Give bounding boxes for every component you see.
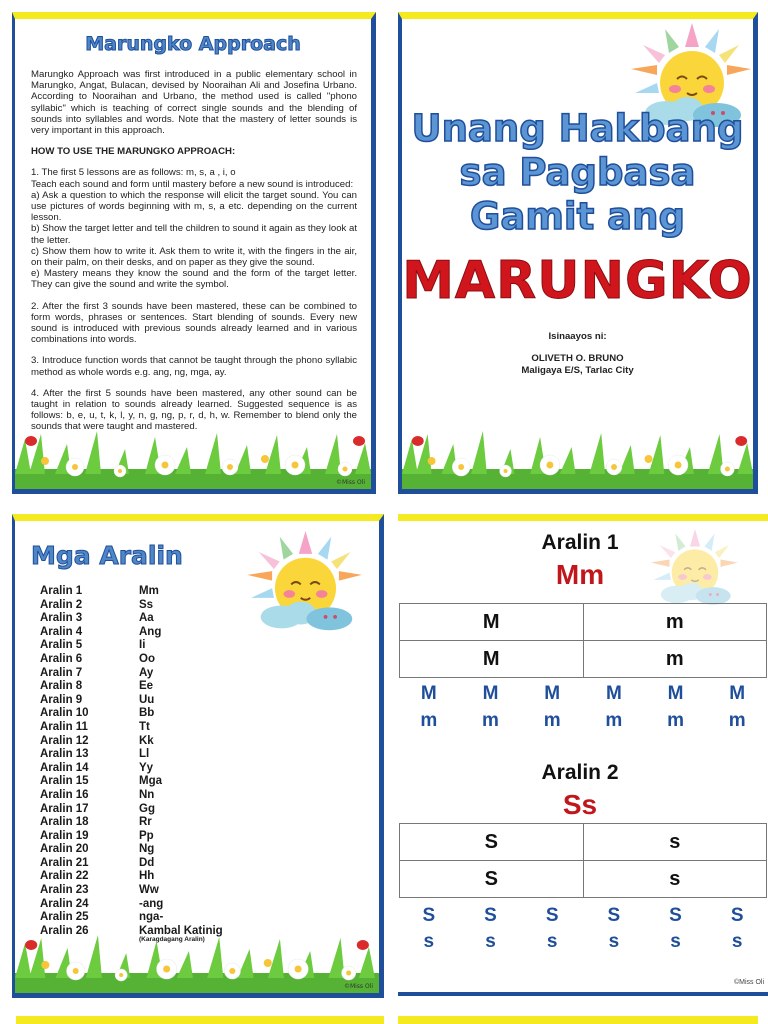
lesson-letters: Ll (139, 748, 150, 761)
lesson-letters: Uu (139, 693, 155, 706)
approach-text (31, 69, 357, 443)
lesson-list-item (40, 789, 223, 803)
lesson-number: Aralin 10 (40, 707, 89, 720)
practice-letter: M (420, 683, 437, 704)
lesson-number: Aralin 7 (40, 666, 83, 679)
lesson-list-page (12, 514, 384, 998)
lesson-list-item (40, 803, 223, 817)
practice-letter: S (669, 905, 682, 926)
lesson-list (40, 585, 223, 943)
next-page-edge (398, 1016, 758, 1024)
cover-page (398, 12, 758, 494)
lesson-1-lowercase-row (398, 710, 768, 732)
lesson-list-item (40, 707, 223, 721)
lesson-letters: Hh (139, 870, 155, 883)
lesson-number: Aralin 22 (40, 870, 89, 883)
table-cell: m (583, 604, 767, 641)
cover-title-line-2: sa Pagbasa (459, 151, 696, 194)
lesson-list-item (40, 680, 223, 694)
lesson-letters: Kambal Katinig (139, 924, 223, 937)
practice-letter: m (482, 710, 499, 731)
sun-illustration (243, 531, 368, 636)
lesson-list-item (40, 626, 223, 640)
lesson-number: Aralin 3 (40, 612, 83, 625)
lesson-number: Aralin 12 (40, 734, 89, 747)
lesson-list-item (40, 762, 223, 776)
practice-letter: m (728, 710, 746, 731)
lesson-letters: Rr (139, 816, 152, 829)
practice-letter: S (730, 905, 744, 926)
lesson-list-item (40, 748, 223, 762)
lesson-letters: Ee (139, 680, 154, 693)
lesson-letters: Yy (139, 761, 154, 774)
lesson-list-item (40, 884, 223, 898)
lesson-list-item (40, 721, 223, 735)
practice-letter: S (422, 905, 436, 926)
lesson-list-item (40, 585, 223, 599)
lesson-letters: Mga (139, 775, 162, 788)
lesson-number: Aralin 14 (40, 761, 89, 774)
practice-letter: m (543, 710, 561, 731)
lesson-list-item (40, 639, 223, 653)
lesson-number: Aralin 9 (40, 693, 83, 706)
lesson-list-item (40, 599, 223, 613)
next-page-edge (16, 1016, 384, 1024)
lesson-list-item (40, 870, 223, 884)
step-1-e: e) Mastery means they know the sound and the form of the target letter. They can give the sound and write the symbol. (31, 268, 357, 291)
table-cell: M (400, 604, 584, 641)
lesson-list-item (40, 911, 223, 925)
lesson-number: Aralin 4 (40, 625, 83, 638)
lesson-list-item (40, 898, 223, 912)
lesson-2-table (399, 823, 767, 898)
prepared-by-label: Isinaayos ni: (548, 331, 607, 342)
practice-letter: S (484, 905, 497, 926)
meadow-illustration (15, 429, 375, 489)
lesson-letters: Aa (139, 612, 154, 625)
step-1-a: a) Ask a question to which the response will elicit the target sound. You can use pictures of words beginning with m, s, a etc. depending on the current lesson. (31, 189, 357, 224)
lesson-list-item (40, 612, 223, 626)
table-cell: S (400, 861, 584, 898)
step-1-c: c) Show them how to write it. Ask them to write it, with the fingers in the air, on their palm, on their desks, and on paper as they give the sound. (31, 245, 357, 269)
practice-letter: m (420, 710, 438, 731)
practice-letter: s (423, 931, 435, 952)
practice-letter: S (545, 905, 559, 926)
table-cell: s (583, 861, 767, 898)
practice-letter: M (667, 683, 684, 704)
marungko-heading: MARUNGKO (402, 251, 753, 311)
lesson-number: Aralin 2 (40, 598, 83, 611)
lesson-number: Aralin 20 (40, 843, 89, 856)
practice-letter: m (605, 710, 623, 731)
cover-title-line-3: Gamit ang (470, 195, 685, 238)
lesson-2-heading: Aralin 2 (541, 761, 619, 784)
lesson-letters: Bb (139, 707, 155, 720)
lesson-letters: Ww (139, 884, 159, 897)
practice-letter: m (667, 710, 684, 731)
table-cell: M (400, 641, 584, 678)
lesson-number: Aralin 16 (40, 788, 89, 801)
practice-letter: s (485, 931, 496, 952)
author-name: OLIVETH O. BRUNO (531, 353, 624, 364)
lesson-list-item (40, 653, 223, 667)
practice-letter: M (729, 683, 746, 704)
practice-letter: M (605, 683, 622, 704)
lesson-list-item (40, 857, 223, 871)
lesson-letters: -ang (139, 897, 164, 910)
table-row (400, 824, 767, 861)
lesson-number: Aralin 13 (40, 748, 89, 761)
lesson-number: Aralin 26 (40, 924, 89, 937)
intro-paragraph: Marungko Approach was first introduced in a public elementary school in Marungko, Angat, Bulacan, devised by Nooraihan Ali and Josefina Urbano. According to Nooraihan and Urbano, the method used is called "phono syllabic" which is teaching of correct single sounds and the blending of sounds into syllables and words. Note that the mastery of letter sounds is very important in this approach. (31, 69, 357, 137)
lesson-list-item (40, 775, 223, 789)
step-2: 2. After the first 3 sounds have been mastered, these can be combined to form words, phrases or sentences. Start blending of sounds. Every new sound is introduced with previous sounds already learned and in various combinations into words. (31, 300, 357, 346)
lesson-number: Aralin 11 (40, 720, 88, 733)
step-1-intro: Teach each sound and form until mastery before a new sound is introduced: (31, 178, 354, 190)
lesson-letters: Oo (139, 652, 155, 665)
lesson-1-uppercase-row (398, 683, 768, 705)
practice-letter: M (544, 683, 561, 704)
lesson-letters: Kk (139, 734, 154, 747)
lesson-1-letters: Mm (555, 559, 605, 590)
lesson-letters: Ang (139, 625, 162, 638)
lesson-note: (Karagdagang Aralin) (139, 936, 205, 944)
practice-letter: s (731, 931, 743, 952)
lesson-number: Aralin 5 (40, 639, 83, 652)
lesson-list-item (40, 667, 223, 681)
lesson-letters: Gg (139, 802, 155, 815)
lesson-letters: Ay (139, 666, 154, 679)
how-to-heading: HOW TO USE THE MARUNGKO APPROACH: (31, 146, 236, 158)
lesson-number: Aralin 21 (40, 856, 89, 869)
lesson-letters: Pp (139, 829, 154, 842)
table-cell: s (583, 824, 767, 861)
lesson-list-item (40, 694, 223, 708)
table-row (400, 641, 767, 678)
practice-letter: s (546, 931, 558, 952)
table-cell: S (400, 824, 584, 861)
practice-letter: S (607, 905, 621, 926)
credit: ©Miss Oli (733, 979, 764, 986)
lesson-number: Aralin 24 (40, 897, 89, 910)
lesson-number: Aralin 8 (40, 680, 83, 693)
lesson-number: Aralin 19 (40, 829, 89, 842)
credit: ©Miss Oli (343, 983, 373, 990)
lesson-1-table (399, 603, 767, 678)
lesson-list-item (40, 843, 223, 857)
step-3: 3. Introduce function words that cannot be taught through the phono syllabic method as whole words e.g. ang, ng, mga, ay. (31, 355, 357, 378)
lesson-number: Aralin 17 (40, 802, 89, 815)
lesson-number: Aralin 23 (40, 884, 89, 897)
lesson-letters: Nn (139, 788, 155, 801)
practice-letter: M (482, 683, 499, 704)
lesson-letters: Ng (139, 843, 155, 856)
page-title: Marungko Approach (85, 33, 301, 55)
cover-title (402, 107, 753, 239)
lesson-letters: Ii (139, 639, 146, 652)
table-row (400, 861, 767, 898)
lesson-letters: Dd (139, 856, 155, 869)
lesson-number: Aralin 15 (40, 775, 89, 788)
credit: ©Miss Oli (335, 479, 365, 486)
lesson-letters: Tt (139, 720, 150, 733)
lesson-2-lowercase-row (398, 931, 768, 953)
table-cell: m (583, 641, 767, 678)
practice-letter: s (670, 931, 681, 952)
step-4: 4. After the first 5 sounds have been mastered, any other sound can be taught in relation to sounds already learned. Suggested sequence is as follows: b, e, u, t, k, l, y, n, g, ng, p, r, d, h, w. Remember to blend only the sounds that were taught and mastered. (31, 387, 357, 433)
lesson-list-item (40, 830, 223, 844)
marungko-approach-page (12, 12, 376, 494)
lesson-number: Aralin 25 (40, 911, 89, 924)
lesson-list-item (40, 735, 223, 749)
lesson-letters: Mm (139, 585, 159, 597)
cover-title-line-1: Unang Hakbang (411, 107, 744, 150)
practice-letter: s (608, 931, 620, 952)
school-name: Maligaya E/S, Tarlac City (521, 365, 634, 376)
lesson-2-uppercase-row (398, 905, 768, 927)
lesson-number: Aralin 1 (40, 585, 83, 597)
step-1: 1. The first 5 lessons are as follows: m, s, a , i, o (31, 167, 236, 179)
lesson-number: Aralin 6 (40, 652, 83, 665)
step-1-b: b) Show the target letter and tell the children to sound it again as they look at the letter. (31, 223, 357, 246)
lesson-number: Aralin 18 (40, 816, 89, 829)
lesson-1-heading: Aralin 1 (541, 531, 619, 554)
meadow-illustration (402, 429, 757, 489)
lesson-letters: Ss (139, 598, 154, 611)
table-row (400, 604, 767, 641)
lesson-list-item (40, 816, 223, 830)
meadow-illustration (15, 933, 379, 993)
page-title: Mga Aralin (31, 541, 183, 570)
lesson-page (398, 514, 768, 996)
lesson-2-letters: Ss (562, 789, 598, 820)
lesson-letters: nga- (139, 911, 164, 924)
